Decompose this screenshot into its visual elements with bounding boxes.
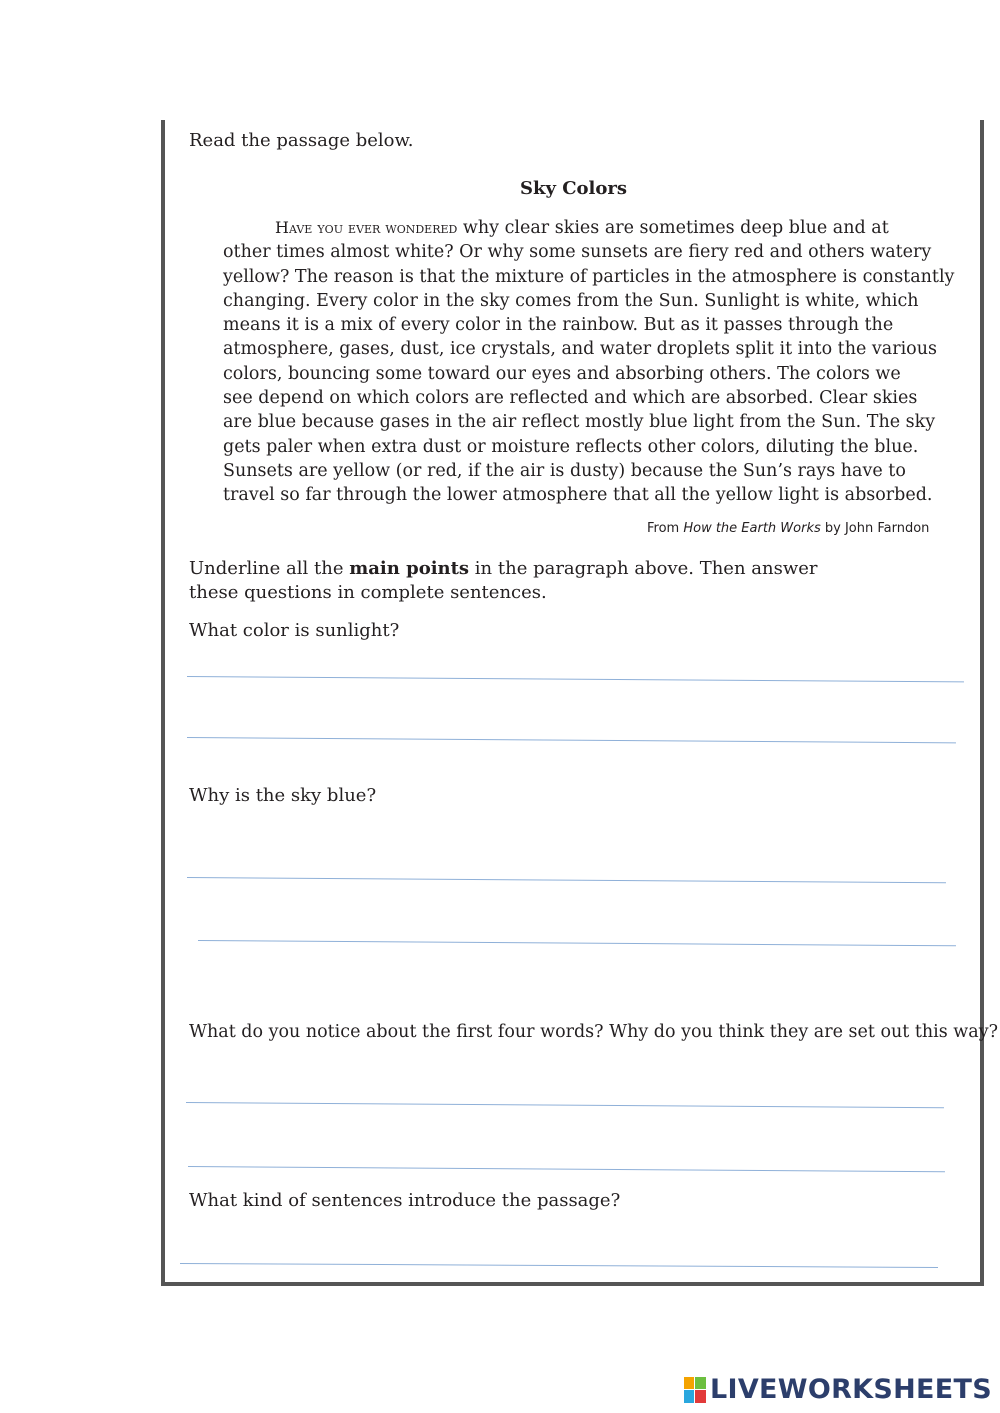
passage-line: means it is a mix of every color in the rainbow. But as it passes through the — [223, 315, 894, 336]
passage-source: From How the Earth Works by John Farndon — [647, 521, 930, 536]
logo-mark-icon — [684, 1377, 706, 1403]
passage-line: atmosphere, gases, dust, ice crystals, and water droplets split it into the various — [223, 339, 937, 360]
question-2: Why is the sky blue? — [189, 785, 377, 806]
passage-line: are blue because gases in the air reflect mostly blue light from the Sun. The sky — [223, 412, 936, 433]
passage-line: gets paler when extra dust or moisture reflects other colors, diluting the blue. — [223, 436, 919, 457]
liveworksheets-logo — [684, 1374, 992, 1405]
underline-instruction: Underline all the main points in the paragraph above. Then answer these questions in complete sentences. — [189, 558, 818, 603]
passage-text — [223, 216, 955, 508]
passage-line: see depend on which colors are reflected and which are absorbed. Clear skies — [223, 388, 918, 409]
intro-instruction: Read the passage below. — [189, 130, 414, 151]
passage-title: Sky Colors — [520, 178, 627, 199]
source-book-title: How the Earth Works — [683, 521, 821, 536]
passage-line: colors, bouncing some toward our eyes and absorbing others. The colors we — [223, 363, 901, 384]
logo-text: LIVEWORKSHEETS — [709, 1374, 992, 1405]
passage-line: changing. Every color in the sky comes from the Sun. Sunlight is white, which — [223, 290, 919, 311]
small-caps-opening: Have you ever wondered — [275, 218, 458, 237]
passage-line: Sunsets are yellow (or red, if the air is dusty) because the Sun’s rays have to — [223, 460, 906, 481]
question-4: What kind of sentences introduce the passage? — [189, 1190, 621, 1211]
passage-line: travel so far through the lower atmosphere that all the yellow light is absorbed. — [223, 485, 933, 506]
passage-line: other times almost white? Or why some sunsets are fiery red and others watery — [223, 242, 932, 263]
passage-line: yellow? The reason is that the mixture of particles in the atmosphere is constantly — [223, 266, 955, 287]
question-3: What do you notice about the first four words? Why do you think they are set out this way? — [189, 1022, 998, 1042]
main-points-emphasis: main points — [349, 558, 470, 579]
passage-line: Have you ever wondered why clear skies are sometimes deep blue and at — [275, 218, 889, 238]
question-1: What color is sunlight? — [189, 620, 400, 641]
